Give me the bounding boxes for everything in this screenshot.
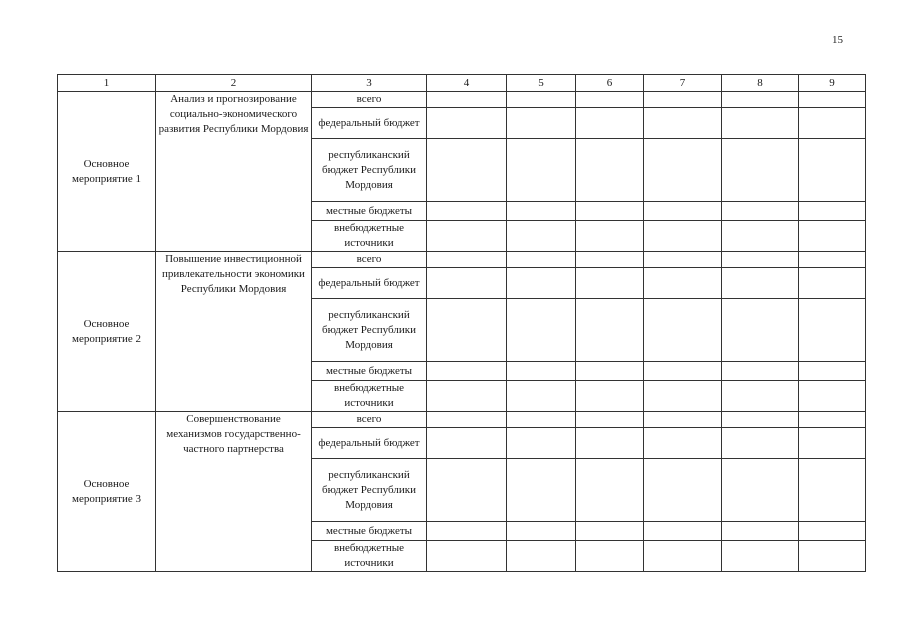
value-cell [644,412,722,428]
value-cell [722,459,799,522]
value-cell [576,541,644,572]
funding-source: федеральный бюджет [312,428,427,459]
value-cell [507,412,576,428]
event-name: Основное мероприятие 3 [58,412,156,572]
value-cell [427,428,507,459]
value-cell [722,268,799,299]
value-cell [722,139,799,202]
event-description: Повышение инвестиционной привлекательности экономики Республики Мордовия [156,252,312,412]
funding-source: всего [312,412,427,428]
value-cell [576,221,644,252]
funding-source: республиканский бюджет Республики Мордовия [312,459,427,522]
value-cell [507,202,576,221]
value-cell [799,268,866,299]
value-cell [644,541,722,572]
funding-source: всего [312,252,427,268]
value-cell [576,252,644,268]
value-cell [644,202,722,221]
funding-source: республиканский бюджет Республики Мордовия [312,299,427,362]
value-cell [576,412,644,428]
value-cell [799,522,866,541]
value-cell [799,299,866,362]
funding-source: местные бюджеты [312,362,427,381]
value-cell [427,268,507,299]
value-cell [722,221,799,252]
value-cell [427,139,507,202]
value-cell [427,522,507,541]
value-cell [722,362,799,381]
table-row [58,92,866,108]
value-cell [644,108,722,139]
value-cell [799,362,866,381]
value-cell [722,541,799,572]
value-cell [507,522,576,541]
value-cell [427,202,507,221]
value-cell [722,299,799,362]
value-cell [507,299,576,362]
value-cell [799,202,866,221]
value-cell [507,139,576,202]
value-cell [799,139,866,202]
event-name: Основное мероприятие 2 [58,252,156,412]
funding-source: внебюджетные источники [312,221,427,252]
value-cell [427,362,507,381]
column-header: 4 [427,75,507,92]
value-cell [427,108,507,139]
value-cell [799,412,866,428]
value-cell [799,428,866,459]
event-description: Анализ и прогнозирование социально-экономического развития Республики Мордовия [156,92,312,252]
column-header: 6 [576,75,644,92]
funding-table [57,74,866,572]
value-cell [576,268,644,299]
value-cell [576,108,644,139]
value-cell [507,459,576,522]
value-cell [576,92,644,108]
event-description: Совершенствование механизмов государственно-частного партнерства [156,412,312,572]
value-cell [427,221,507,252]
funding-source: всего [312,92,427,108]
value-cell [576,428,644,459]
value-cell [722,522,799,541]
value-cell [722,92,799,108]
value-cell [576,381,644,412]
value-cell [576,139,644,202]
value-cell [799,92,866,108]
value-cell [576,459,644,522]
value-cell [799,381,866,412]
value-cell [799,252,866,268]
value-cell [507,252,576,268]
funding-source: местные бюджеты [312,202,427,221]
value-cell [644,268,722,299]
value-cell [427,252,507,268]
funding-source: местные бюджеты [312,522,427,541]
value-cell [576,202,644,221]
value-cell [799,108,866,139]
value-cell [644,381,722,412]
funding-source: федеральный бюджет [312,108,427,139]
value-cell [427,459,507,522]
value-cell [427,381,507,412]
value-cell [799,541,866,572]
value-cell [427,541,507,572]
value-cell [644,139,722,202]
value-cell [576,299,644,362]
value-cell [507,541,576,572]
value-cell [427,412,507,428]
value-cell [644,428,722,459]
column-header: 7 [644,75,722,92]
funding-source: федеральный бюджет [312,268,427,299]
value-cell [722,202,799,221]
value-cell [644,92,722,108]
header-row [58,75,866,92]
funding-source: республиканский бюджет Республики Мордовия [312,139,427,202]
column-header: 3 [312,75,427,92]
value-cell [799,221,866,252]
value-cell [427,92,507,108]
value-cell [799,459,866,522]
value-cell [722,381,799,412]
value-cell [644,362,722,381]
value-cell [722,108,799,139]
value-cell [722,412,799,428]
value-cell [722,252,799,268]
funding-source: внебюджетные источники [312,381,427,412]
value-cell [644,459,722,522]
column-header: 1 [58,75,156,92]
event-name: Основное мероприятие 1 [58,92,156,252]
column-header: 8 [722,75,799,92]
value-cell [507,268,576,299]
column-header: 9 [799,75,866,92]
value-cell [644,221,722,252]
value-cell [507,381,576,412]
value-cell [507,108,576,139]
value-cell [576,362,644,381]
funding-source: внебюджетные источники [312,541,427,572]
value-cell [644,252,722,268]
value-cell [507,428,576,459]
value-cell [507,362,576,381]
table-row [58,412,866,428]
value-cell [644,299,722,362]
value-cell [507,92,576,108]
value-cell [427,299,507,362]
column-header: 2 [156,75,312,92]
value-cell [576,522,644,541]
value-cell [507,221,576,252]
table-row [58,252,866,268]
value-cell [722,428,799,459]
page-number: 15 [832,34,843,46]
column-header: 5 [507,75,576,92]
value-cell [644,522,722,541]
